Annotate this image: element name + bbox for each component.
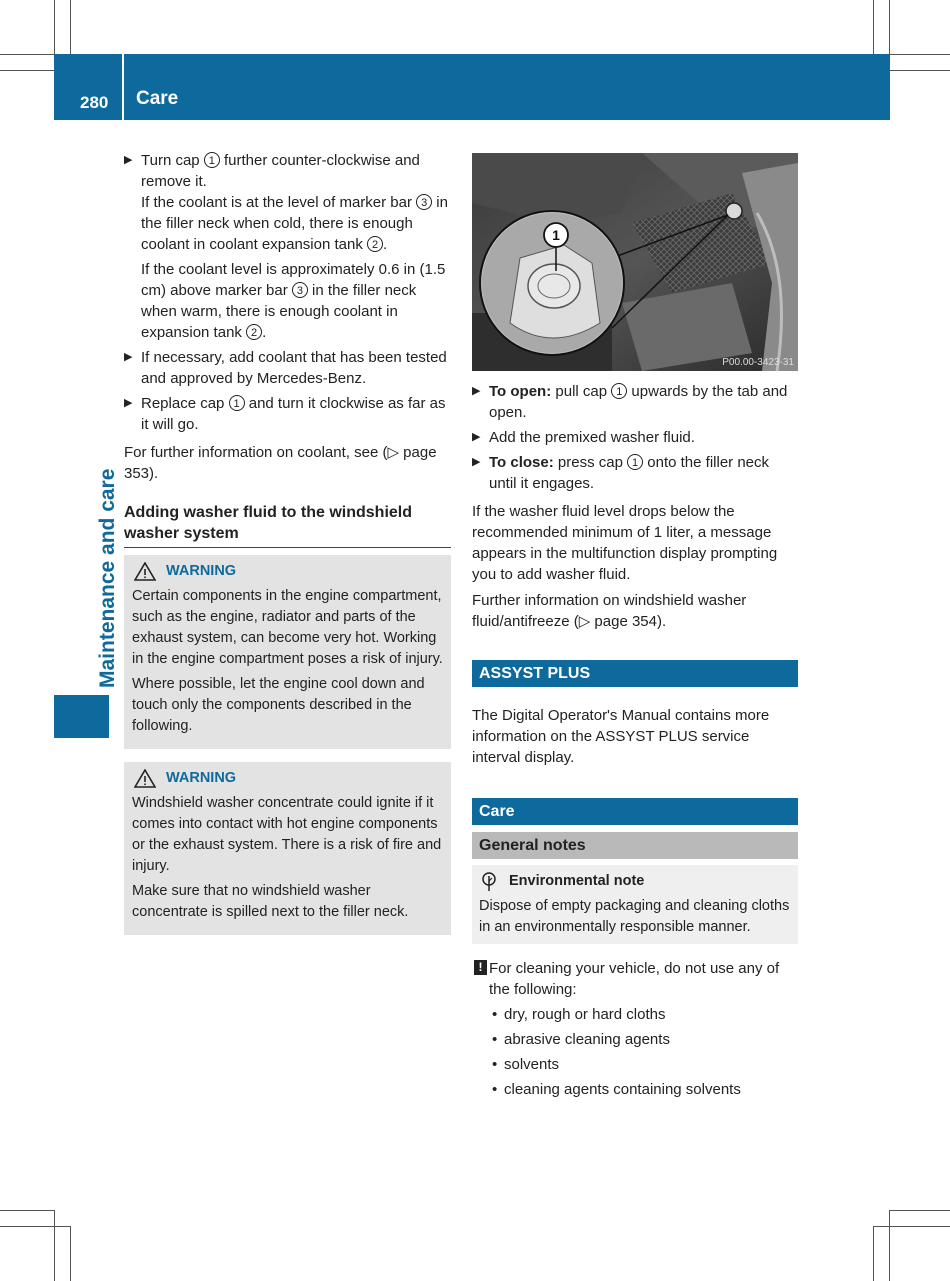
instruction-step: ▶ Turn cap 1 further counter-clockwise and remove it. xyxy=(124,152,420,190)
photo-code: P00.00-3423-31 xyxy=(722,357,794,368)
step-arrow-icon: ▶ xyxy=(124,351,133,363)
warning-text: Where possible, let the engine cool down and touch only the components described in the following. xyxy=(132,676,425,734)
instruction-step: ▶ Replace cap 1 and turn it clockwise as far as it will go. xyxy=(124,395,446,433)
crop-mark xyxy=(54,1210,55,1281)
crop-mark xyxy=(889,0,890,54)
crop-mark xyxy=(0,1210,54,1211)
body-text: The Digital Operator's Manual contains more information on the ASSYST PLUS service interval display. xyxy=(472,707,770,766)
warning-header: WARNING xyxy=(132,768,443,789)
exclamation-icon: ! xyxy=(474,960,487,975)
crop-mark xyxy=(0,54,54,55)
list-item: • dry, rough or hard cloths xyxy=(492,1006,666,1023)
engine-compartment-photo xyxy=(472,153,798,371)
cross-reference: For further information on coolant, see (▷ page 353). xyxy=(124,444,437,482)
warning-box xyxy=(124,762,451,935)
section-title-bar: Care xyxy=(472,798,798,825)
leaf-tree-icon xyxy=(481,872,497,892)
page-number: 280 xyxy=(80,93,109,112)
step-detail: If the coolant is at the level of marker bar 3 in the filler neck when cold, there is enough coolant in coolant expansion tank 2 . xyxy=(141,194,448,253)
callout-number: 1 xyxy=(204,152,220,168)
instruction-step: ▶ If necessary, add coolant that has been tested and approved by Mercedes-Benz. xyxy=(124,349,447,387)
crop-mark xyxy=(873,0,874,54)
instruction-step: ▶ Add the premixed washer fluid. xyxy=(472,429,695,446)
subsection-title-bar: General notes xyxy=(472,832,798,859)
crop-mark xyxy=(889,1210,950,1211)
body-text: If the washer fluid level drops below the recommended minimum of 1 liter, a message appears in the multifunction display prompting you to add washer fluid. xyxy=(472,503,778,583)
crop-mark xyxy=(0,1226,70,1227)
callout-number: 1 xyxy=(229,395,245,411)
callout-number: 3 xyxy=(416,194,432,210)
warning-text: Make sure that no windshield washer concentrate is spilled next to the filler neck. xyxy=(132,883,409,920)
crop-mark xyxy=(0,70,54,71)
step-detail: If the coolant level is approximately 0.6 in (1.5 cm) above marker bar 3 in the filler neck when warm, there is enough coolant in expansion tank 2 . xyxy=(141,261,446,341)
crop-mark xyxy=(873,1226,950,1227)
environmental-note-box xyxy=(472,865,798,944)
step-arrow-icon: ▶ xyxy=(472,431,481,443)
env-note-text: Dispose of empty packaging and cleaning cloths in an environmentally responsible manner. xyxy=(479,898,790,935)
instruction-step: ▶ To open: pull cap 1 upwards by the tab and open. xyxy=(472,383,788,421)
photo-callout: 1 xyxy=(552,227,560,243)
warning-header: WARNING xyxy=(132,561,443,582)
right-column xyxy=(472,153,798,1104)
warning-triangle-icon xyxy=(134,562,156,581)
crop-mark xyxy=(873,1226,874,1281)
callout-number: 1 xyxy=(611,383,627,399)
callout-number: 1 xyxy=(627,454,643,470)
step-arrow-icon: ▶ xyxy=(124,154,133,166)
callout-number: 3 xyxy=(292,282,308,298)
chapter-tab-marker xyxy=(54,695,109,738)
instruction-step: ▶ To close: press cap 1 onto the filler neck until it engages. xyxy=(472,454,770,492)
warning-text: Certain components in the engine compartment, such as the engine, radiator and parts of the exhaust system, can become very hot. Working in the engine compartment poses a risk of injury. xyxy=(132,588,443,667)
cross-reference: Further information on windshield washer fluid/antifreeze (▷ page 354). xyxy=(472,592,747,630)
callout-number: 2 xyxy=(367,236,383,252)
section-title-bar: ASSYST PLUS xyxy=(472,660,798,687)
callout-number: 2 xyxy=(246,324,262,340)
step-arrow-icon: ▶ xyxy=(472,456,481,468)
page-title: Care xyxy=(136,88,179,109)
list-item: • abrasive cleaning agents xyxy=(492,1031,670,1048)
warning-triangle-icon xyxy=(134,769,156,788)
section-heading: Adding washer fluid to the windshield washer system xyxy=(124,502,451,548)
header-divider xyxy=(122,54,124,120)
crop-mark xyxy=(889,1210,890,1281)
list-item: • cleaning agents containing solvents xyxy=(492,1081,741,1098)
crop-mark xyxy=(70,1226,71,1281)
crop-mark xyxy=(890,70,950,71)
page-header xyxy=(54,54,890,120)
crop-mark xyxy=(54,0,55,54)
step-arrow-icon: ▶ xyxy=(472,385,481,397)
chapter-side-label: Maintenance and care xyxy=(96,468,119,688)
notice: ! For cleaning your vehicle, do not use any of the following: xyxy=(472,958,798,1000)
warning-box xyxy=(124,555,451,749)
left-column xyxy=(124,150,451,948)
env-note-header: Environmental note xyxy=(479,871,791,892)
step-arrow-icon: ▶ xyxy=(124,397,133,409)
list-item: • solvents xyxy=(492,1056,560,1073)
crop-mark xyxy=(890,54,950,55)
warning-text: Windshield washer concentrate could ignite if it comes into contact with hot engine components or the exhaust system. There is a risk of fire and injury. xyxy=(132,795,442,874)
crop-mark xyxy=(70,0,71,54)
